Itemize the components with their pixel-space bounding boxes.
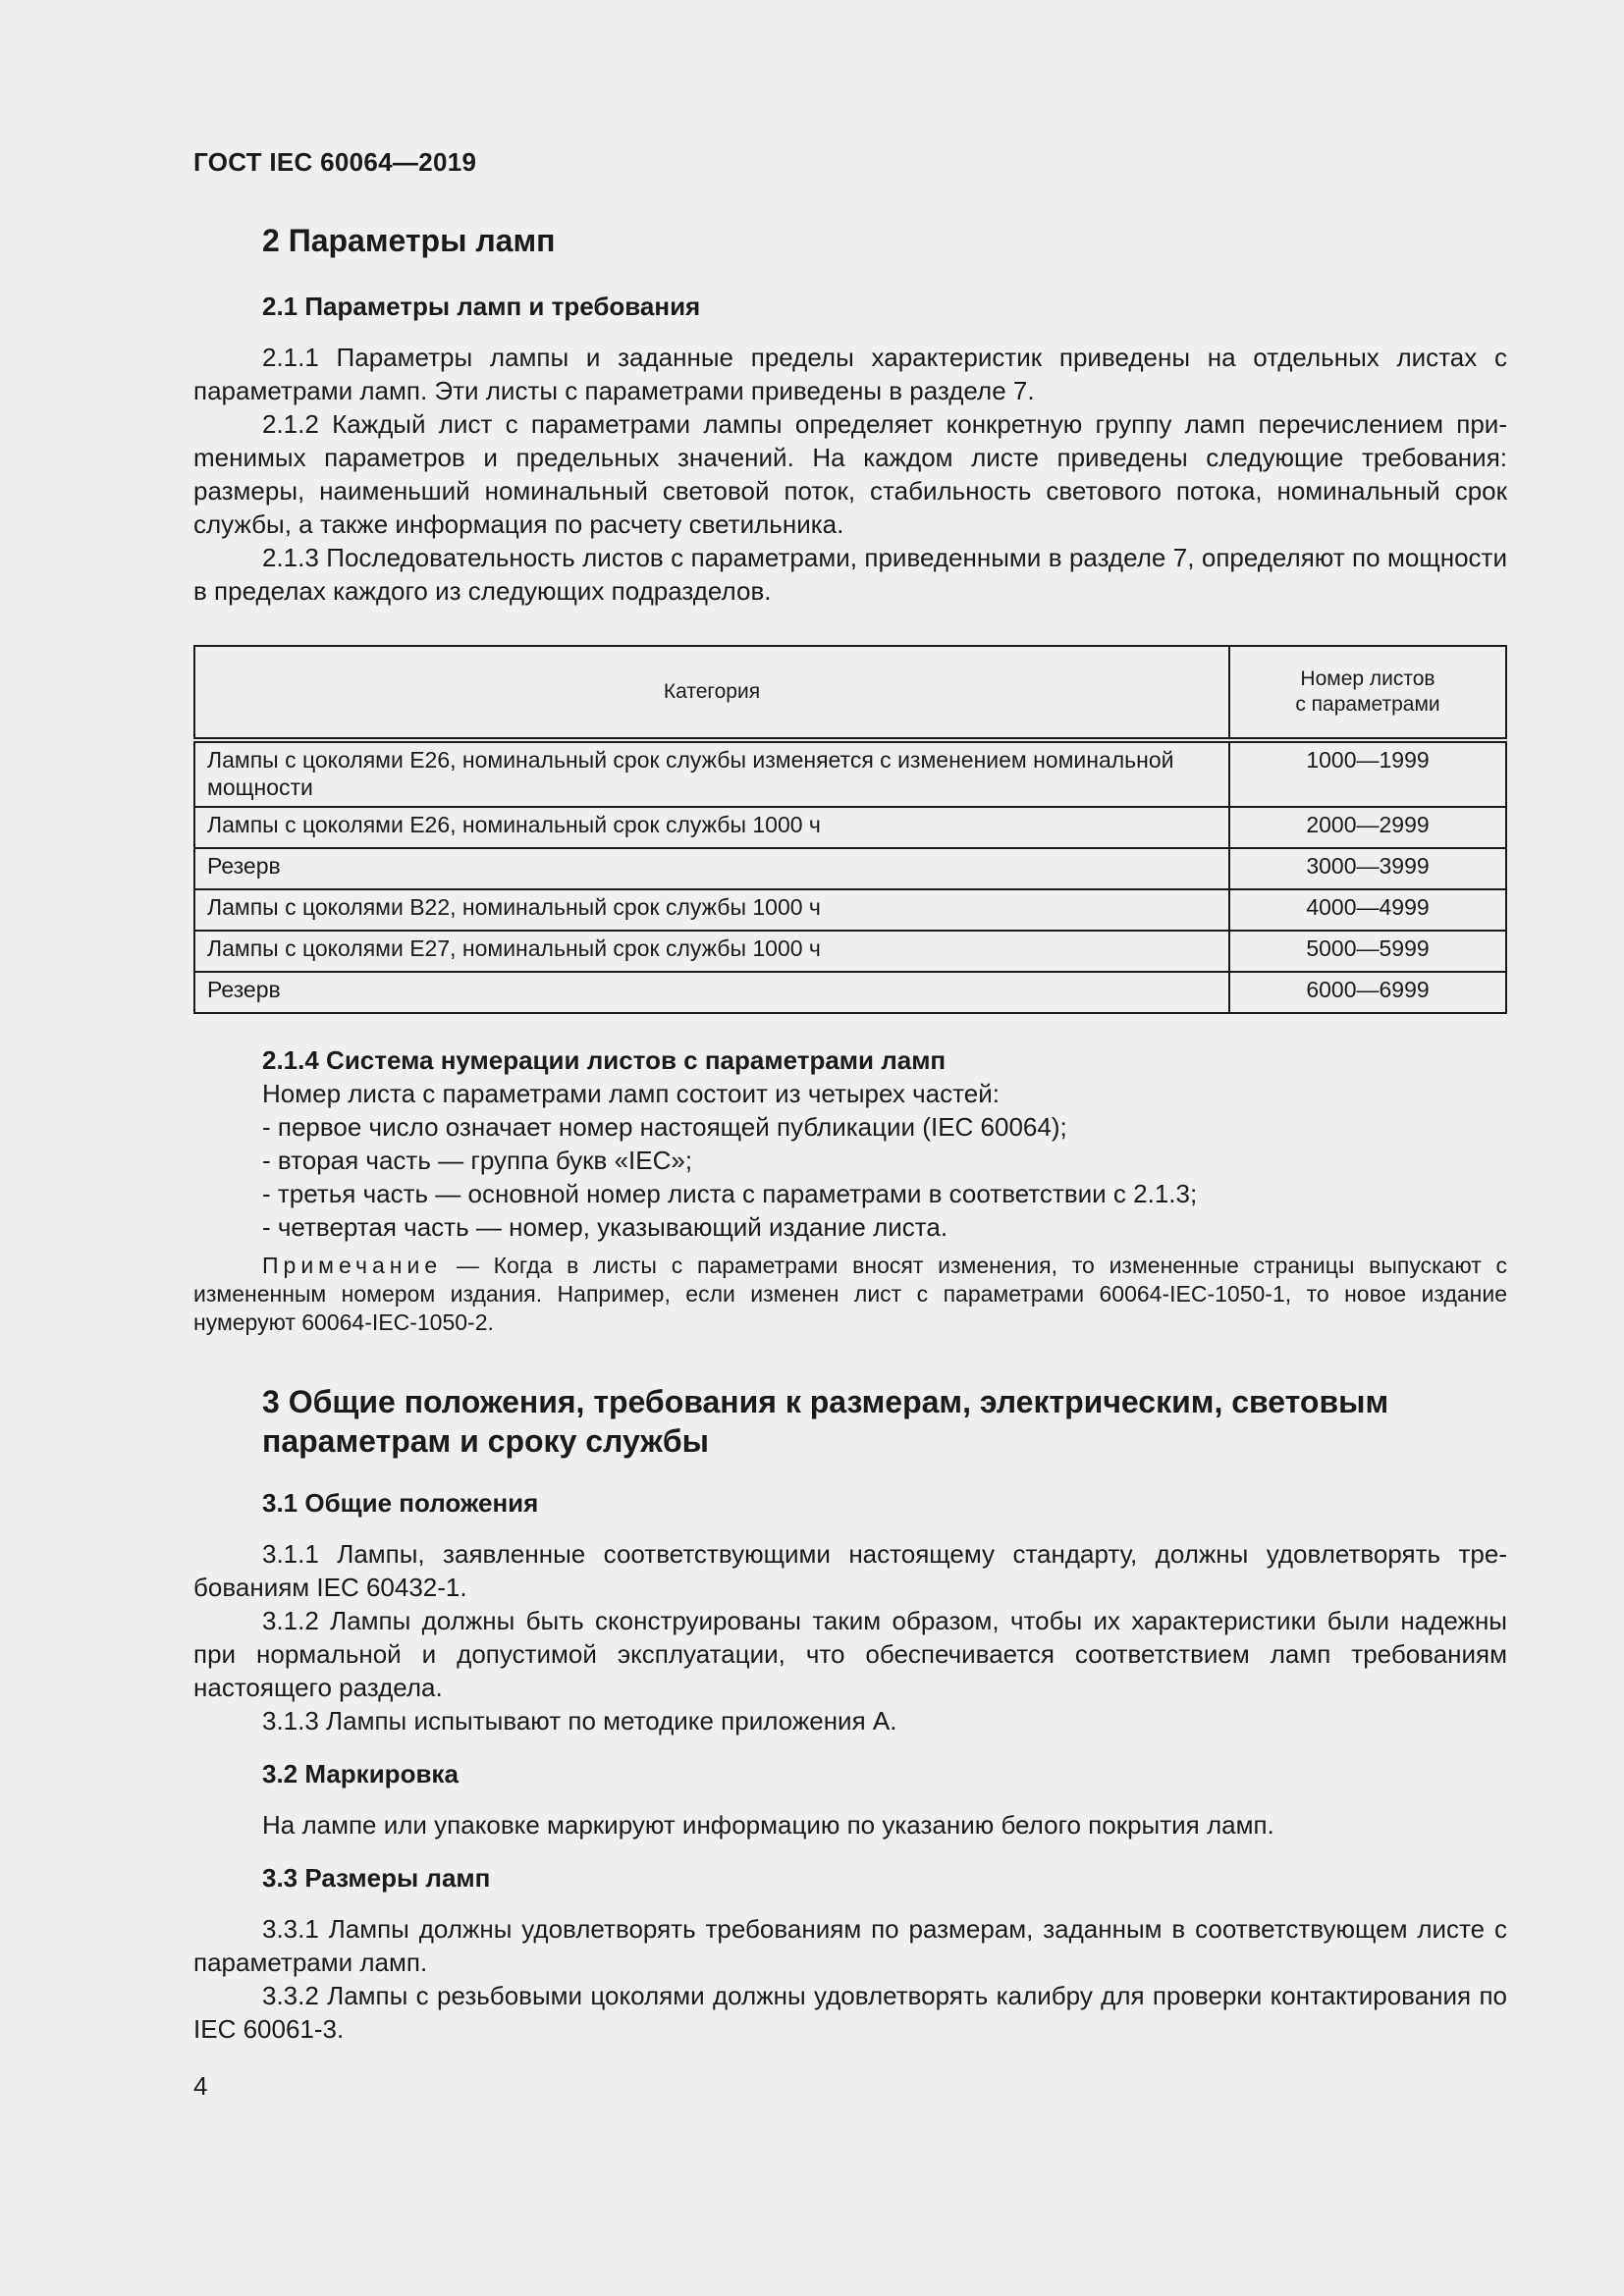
subsection-3-1-heading: 3.1 Общие положения xyxy=(262,1488,539,1518)
page-number: 4 xyxy=(193,2071,208,2101)
paragraph-2-1-2: 2.1.2 Каждый лист с параметрами лампы определяет конкретную группу ламп перечислением приmенимых параметров и предельных значений. На каждом листе приведены следующие требования: размеры, наименьший номинальный световой поток, стабильность светового потока, номинальный срок службы, а также информация по расчету светильника. xyxy=(193,409,1507,539)
paragraph-3-3-2: 3.3.2 Лампы с резьбовыми цоколями должны удовлетворять калибру для проверки контактирования по IEC 60061-3. xyxy=(193,1981,1507,2044)
numbering-item: - вторая часть — группа букв «IEC»; xyxy=(262,1146,693,1175)
numbering-item: - первое число означает номер настоящей публикации (IEC 60064); xyxy=(262,1112,1067,1142)
section-2-heading: 2 Параметры ламп xyxy=(262,223,556,258)
column-header-sheet-numbers-line1: Номер листов xyxy=(1300,667,1435,690)
sheet-range-cell: 6000—6999 xyxy=(1229,972,1506,1013)
table-row xyxy=(194,931,1506,972)
note-label: Примечание xyxy=(262,1253,443,1278)
note-text: — Когда в листы с параметрами вносят изменения, то измененные страницы выпускают с измененным номером издания. Например, если изменен лист с параметрами 60064-IEC-1050-1, то новое издание нумеруют 60064-IEC-1050-2. xyxy=(193,1253,1507,1335)
paragraph-3-3-1: 3.3.1 Лампы должны удовлетворять требованиям по размерам, заданным в соответствующем листе с параметрами ламп. xyxy=(193,1914,1507,1977)
category-cell: Лампы с цоколями E27, номинальный срок службы 1000 ч xyxy=(194,931,1229,972)
paragraph-2-1-3: 2.1.3 Последовательность листов с параметрами, приведенными в разделе 7, определяют по мощности в пределах каждого из следующих подразделов. xyxy=(193,543,1507,606)
category-cell: Лампы с цоколями B22, номинальный срок службы 1000 ч xyxy=(194,889,1229,931)
column-header-sheet-numbers-line2: с параметрами xyxy=(1295,693,1440,716)
subsection-3-2-heading: 3.2 Маркировка xyxy=(262,1759,459,1789)
paragraph-3-1-2: 3.1.2 Лампы должны быть сконструированы таким образом, чтобы их характеристики были надежны при нормальной и допустимой эксплуатации, что обеспечивается соответствием ламп требованиям настоящего раздела. xyxy=(193,1606,1507,1702)
table-row xyxy=(194,972,1506,1013)
category-cell: Резерв xyxy=(194,972,1229,1013)
document-body xyxy=(193,221,1507,2046)
category-cell: Резерв xyxy=(194,848,1229,889)
sheet-range-cell: 2000—2999 xyxy=(1229,807,1506,848)
document-header: ГОСТ IEC 60064—2019 xyxy=(193,147,477,177)
category-cell: Лампы с цоколями E26, номинальный срок службы 1000 ч xyxy=(194,807,1229,848)
sheet-range-cell: 4000—4999 xyxy=(1229,889,1506,931)
lamp-sheets-table xyxy=(193,645,1507,1014)
numbering-intro: Номер листа с параметрами ламп состоит из четырех частей: xyxy=(262,1079,1000,1108)
numbering-item: - четвертая часть — номер, указывающий издание листа. xyxy=(262,1212,948,1242)
table-row xyxy=(194,807,1506,848)
table-row xyxy=(194,889,1506,931)
paragraph-3-1-1: 3.1.1 Лампы, заявленные соответствующими настоящему стандарту, должны удовлетворять требованиям IEC 60432-1. xyxy=(193,1539,1507,1602)
subsection-2-1-heading: 2.1 Параметры ламп и требования xyxy=(262,292,701,321)
subsection-3-3-heading: 3.3 Размеры ламп xyxy=(262,1863,491,1893)
category-cell: Лампы с цоколями E26, номинальный срок службы изменяется с изменением номинальной мощности xyxy=(194,740,1229,807)
sheet-range-cell: 3000—3999 xyxy=(1229,848,1506,889)
table-header-row xyxy=(194,646,1506,740)
paragraph-2-1-1: 2.1.1 Параметры лампы и заданные пределы характеристик приведены на отдельных листах с параметрами ламп. Эти листы с параметрами приведены в разделе 7. xyxy=(193,343,1507,405)
paragraph-3-2: На лампе или упаковке маркируют информацию по указанию белого покрытия ламп. xyxy=(262,1810,1274,1840)
column-header-sheet-numbers xyxy=(1229,646,1506,740)
sheet-range-cell: 1000—1999 xyxy=(1229,740,1506,807)
sheet-range-cell: 5000—5999 xyxy=(1229,931,1506,972)
column-header-category: Категория xyxy=(194,646,1229,740)
table-row xyxy=(194,740,1506,807)
section-3-heading: 3 Общие положения, требования к размерам, электрическим, световым параметрам и сроку службы xyxy=(262,1384,1389,1459)
subsection-2-1-4-heading: 2.1.4 Система нумерации листов с параметрами ламп xyxy=(262,1045,947,1075)
numbering-item: - третья часть — основной номер листа с параметрами в соответствии с 2.1.3; xyxy=(262,1179,1198,1208)
table-row xyxy=(194,848,1506,889)
paragraph-3-1-3: 3.1.3 Лампы испытывают по методике приложения А. xyxy=(262,1706,897,1735)
note-paragraph xyxy=(193,1252,1507,1337)
